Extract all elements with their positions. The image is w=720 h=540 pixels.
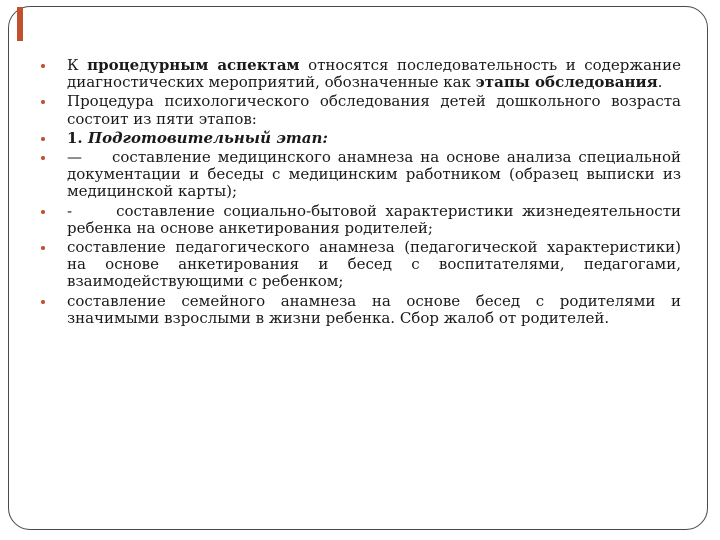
bullet-icon	[41, 246, 45, 250]
bullet-icon	[41, 100, 45, 104]
list-item	[41, 239, 681, 291]
item-text: относятся последовательность и содержание диагностических мероприятий, обозначенные как	[67, 56, 681, 92]
slide-content	[41, 57, 681, 329]
bullet-icon	[41, 64, 45, 68]
item-lead: —	[67, 148, 82, 167]
stage-label: Подготовительный этап:	[82, 128, 328, 147]
list-item	[41, 149, 681, 201]
bold-term: этапы обследования	[475, 73, 658, 92]
list-item	[41, 203, 681, 237]
slide-frame	[8, 6, 708, 530]
item-text: Процедура психологического обследования детей дошкольного возраста состоит из пяти этапов:	[67, 92, 681, 128]
bullet-icon	[41, 300, 45, 304]
bullet-icon	[41, 210, 45, 214]
item-text: составление педагогического анамнеза (педагогической характеристики) на основе анкетирования и бесед с воспитателями, педагогами, взаимодействующими с ребенком;	[67, 238, 681, 291]
list-item	[41, 57, 681, 91]
bold-term: процедурным аспектам	[87, 56, 300, 74]
bullet-icon	[41, 156, 45, 160]
stage-number: 1.	[67, 128, 83, 147]
item-text: К	[67, 56, 88, 74]
item-text: .	[657, 73, 663, 92]
list-item	[41, 130, 681, 147]
item-lead: -	[67, 201, 73, 220]
list-item	[41, 293, 681, 327]
item-text: составление социально-бытовой характеристики жизнедеятельности ребенка на основе анкетирования родителей;	[67, 201, 681, 237]
bullet-icon	[41, 137, 45, 141]
bullet-list	[41, 57, 681, 327]
item-text: составление семейного анамнеза на основе бесед с родителями и значимыми взрослыми в жизни ребенка. Сбор жалоб от родителей.	[67, 291, 681, 327]
list-item	[41, 93, 681, 127]
item-text: составление медицинского анамнеза на основе анализа специальной документации и беседы с медицинским работником (образец выписки из медицинской карты);	[67, 148, 681, 201]
accent-tab	[17, 7, 23, 41]
